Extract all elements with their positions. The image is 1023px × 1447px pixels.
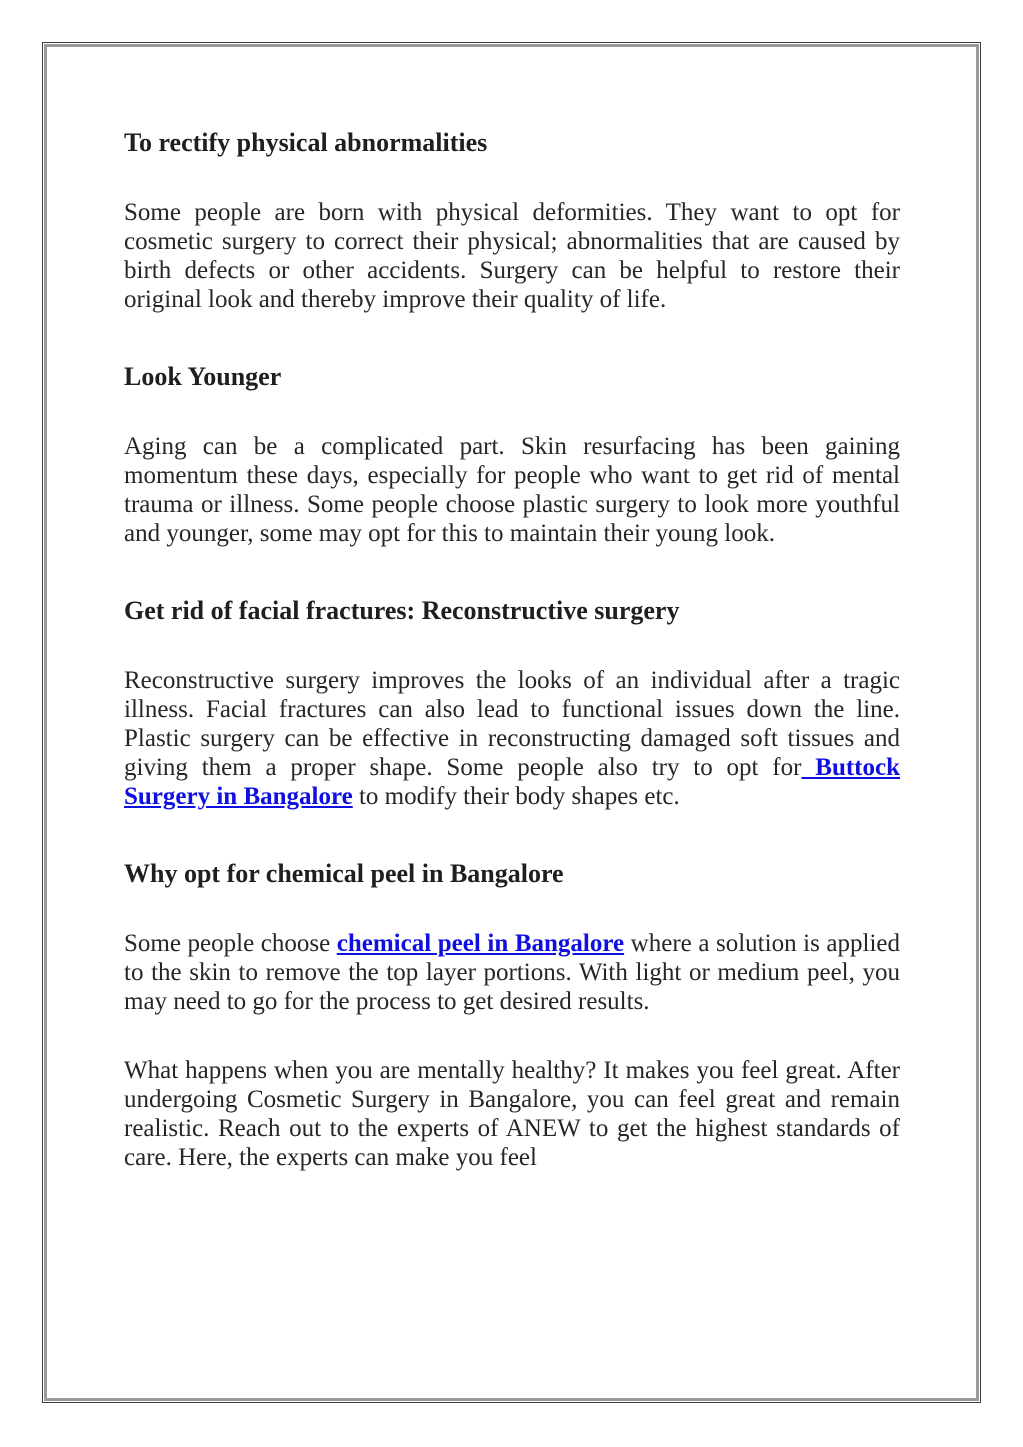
paragraph-text: Some people choose (124, 930, 337, 957)
paragraph-text: to modify their body shapes etc. (352, 783, 680, 810)
paragraph-text: Some people are born with physical deformities. They want to opt for cosmetic surgery to correct their physical; abnormalities that are caused by birth defects or other accidents. Surgery can be helpful to restore their original look and thereby improve their quality of life. (124, 199, 900, 313)
paragraph-text: What happens when you are mentally healthy? It makes you feel great. After undergoing Cosmetic Surgery in Bangalore, you can feel great and remain realistic. Reach out to the experts of ANEW to get the highest standards of care. Here, the experts can make you feel (124, 1057, 900, 1171)
paragraph-mentally-healthy (124, 1056, 900, 1172)
document-content (44, 44, 979, 1401)
heading-reconstructive-surgery: Get rid of facial fractures: Reconstructive surgery (124, 596, 680, 625)
paragraph-text: Reconstructive surgery improves the looks of an individual after a tragic illness. Facial fractures can also lead to functional issues down the line. Plastic surgery can be effective in reconstructing damaged soft tissues and giving them a proper shape. Some people also try to opt for (124, 667, 900, 781)
heading-rectify-physical-abnormalities: To rectify physical abnormalities (124, 128, 488, 157)
paragraph-text: Aging can be a complicated part. Skin resurfacing has been gaining momentum these days, especially for people who want to get rid of mental trauma or illness. Some people choose plastic surgery to look more youthful and younger, some may opt for this to maintain their young look. (124, 433, 900, 547)
paragraph-reconstructive-surgery (124, 666, 900, 811)
paragraph-physical-deformities (124, 198, 900, 314)
buttock-surgery-link[interactable]: Buttock Surgery in Bangalore (124, 754, 901, 810)
heading-chemical-peel: Why opt for chemical peel in Bangalore (124, 859, 564, 888)
heading-look-younger: Look Younger (124, 362, 282, 391)
paragraph-chemical-peel (124, 929, 900, 1016)
paragraph-aging-skin-resurfacing (124, 432, 900, 548)
page-border-frame (42, 42, 981, 1403)
chemical-peel-link[interactable]: chemical peel in Bangalore (336, 930, 625, 957)
paragraph-text: where a solution is applied to the skin to remove the top layer portions. With light or medium peel, you may need to go for the process to get desired results. (124, 930, 900, 1015)
